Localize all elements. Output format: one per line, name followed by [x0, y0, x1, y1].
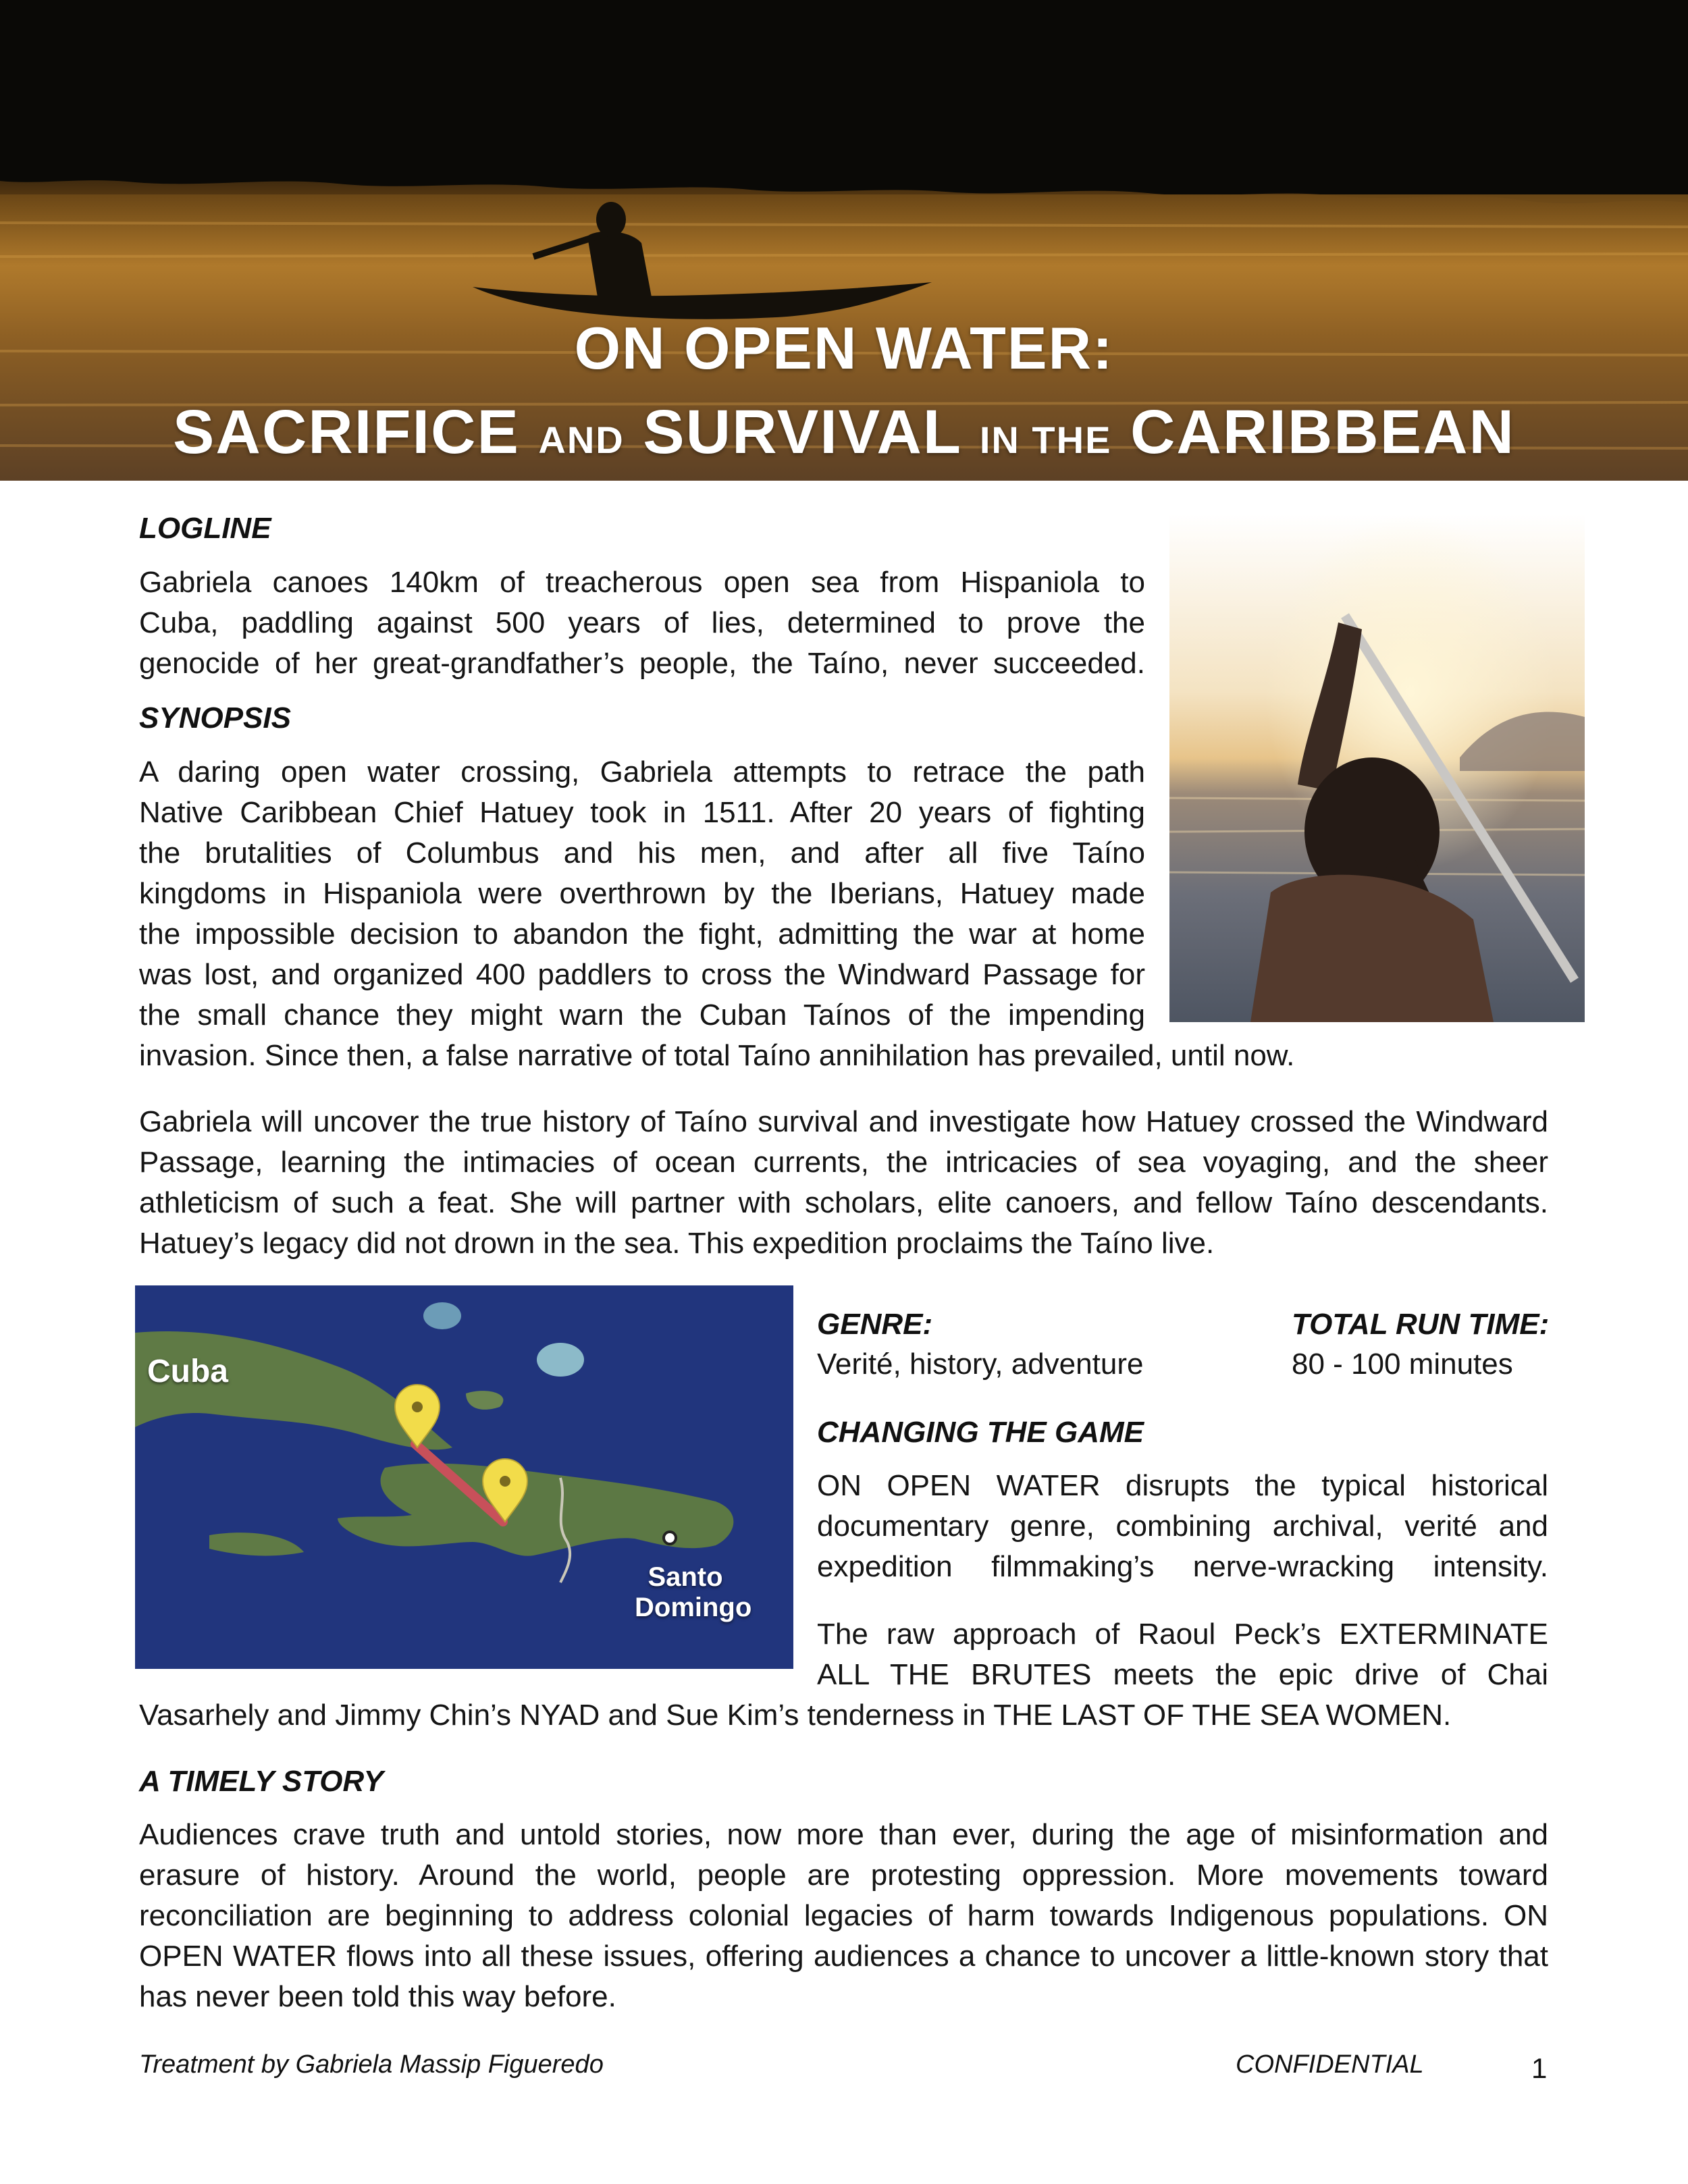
text-line: invasion. Since then, a false narrative of total Taíno annihilation has prevailed, until now. — [139, 1039, 1295, 1072]
runtime-heading: TOTAL RUN TIME: — [1292, 1308, 1550, 1341]
text-line: ON OPEN WATER disrupts the typical historical — [817, 1469, 1548, 1502]
map-label-santo: Santo — [648, 1562, 723, 1592]
synopsis-paragraph-2: Gabriela will uncover the true history of Taíno survival and investigate how Hatuey crossed the Windward Passage, learning the intimacies of ocean currents, the intricacies of sea voyaging, and the sheer athleticism of such a feat. She will partner with scholars, elite canoers, and fellow Taíno descendants. Hatuey’s legacy did not drown in the sea. This expedition proclaims the Taíno live. — [139, 1105, 1548, 1260]
text-line: The raw approach of Raoul Peck’s EXTERMINATE — [817, 1618, 1548, 1651]
logline-heading: LOGLINE — [139, 512, 271, 545]
title-word: CARIBBEAN — [1130, 398, 1515, 467]
text-line: documentary genre, combining archival, verité and — [817, 1510, 1548, 1543]
text-line: ALL THE BRUTES meets the epic drive of Chai — [817, 1658, 1548, 1691]
text-line: the small chance they might warn the Cuban Taínos of the impending — [139, 998, 1145, 1032]
title-word-small: IN THE — [979, 419, 1112, 461]
text-line: genocide of her great-grandfather’s people, the Taíno, never succeeded. — [139, 647, 1145, 680]
text-line: Cuba, paddling against 500 years of lies, determined to prove the — [139, 606, 1145, 639]
changing-text — [817, 1466, 1548, 1587]
title-word-small: AND — [538, 419, 625, 461]
timely-heading: A TIMELY STORY — [139, 1765, 384, 1798]
map-label-santo-domingo — [635, 1562, 752, 1623]
text-line: the impossible decision to abandon the fight, admitting the war at home — [139, 917, 1145, 951]
title-line-2 — [0, 397, 1688, 468]
timely-text: Audiences crave truth and untold stories, now more than ever, during the age of misinformation and erasure of history. Around the world, people are protesting oppression. More movements toward reconciliation are beginning to address colonial legacies of harm towards Indigenous populations. ON OPEN WATER flows into all these issues, offering audiences a chance to uncover a little-known story that has never been told this way before. — [139, 1818, 1548, 2013]
title-word: SURVIVAL — [643, 398, 961, 467]
synopsis-heading: SYNOPSIS — [139, 701, 291, 735]
genre-heading: GENRE: — [817, 1308, 933, 1341]
title-word: SACRIFICE — [173, 398, 520, 467]
route-map — [135, 1285, 793, 1669]
page-number: 1 — [1531, 2052, 1548, 2084]
map-label-domingo: Domingo — [635, 1593, 752, 1622]
paddler-photo — [1169, 514, 1585, 1022]
changing-text-2 — [817, 1614, 1548, 1695]
synopsis-text — [139, 752, 1295, 1076]
genre-value: Verité, history, adventure — [817, 1348, 1144, 1381]
text-line: kingdoms in Hispaniola were overthrown by the Iberians, Hatuey made — [139, 877, 1145, 910]
title-line-1: ON OPEN WATER: — [574, 315, 1114, 381]
map-label-cuba: Cuba — [147, 1354, 228, 1389]
hero-banner — [0, 0, 1688, 481]
runtime-value: 80 - 100 minutes — [1292, 1348, 1513, 1381]
text-line: was lost, and organized 400 paddlers to cross the Windward Passage for — [139, 958, 1145, 991]
footer-confidential: CONFIDENTIAL — [1236, 2050, 1424, 2079]
logline-text — [139, 562, 1145, 684]
text-line: Native Caribbean Chief Hatuey took in 1511. After 20 years of fighting — [139, 796, 1145, 829]
text-line: the brutalities of Columbus and his men, and after all five Taíno — [139, 836, 1145, 870]
text-line: Gabriela canoes 140km of treacherous open sea from Hispaniola to — [139, 566, 1145, 599]
changing-text-3: Vasarhely and Jimmy Chin’s NYAD and Sue Kim’s tenderness in THE LAST OF THE SEA WOMEN. — [139, 1699, 1452, 1732]
text-line: A daring open water crossing, Gabriela attempts to retrace the path — [139, 755, 1145, 789]
changing-heading: CHANGING THE GAME — [817, 1416, 1144, 1449]
text-line: expedition filmmaking’s nerve-wracking intensity. — [817, 1550, 1548, 1583]
footer-credit: Treatment by Gabriela Massip Figueredo — [139, 2050, 604, 2079]
